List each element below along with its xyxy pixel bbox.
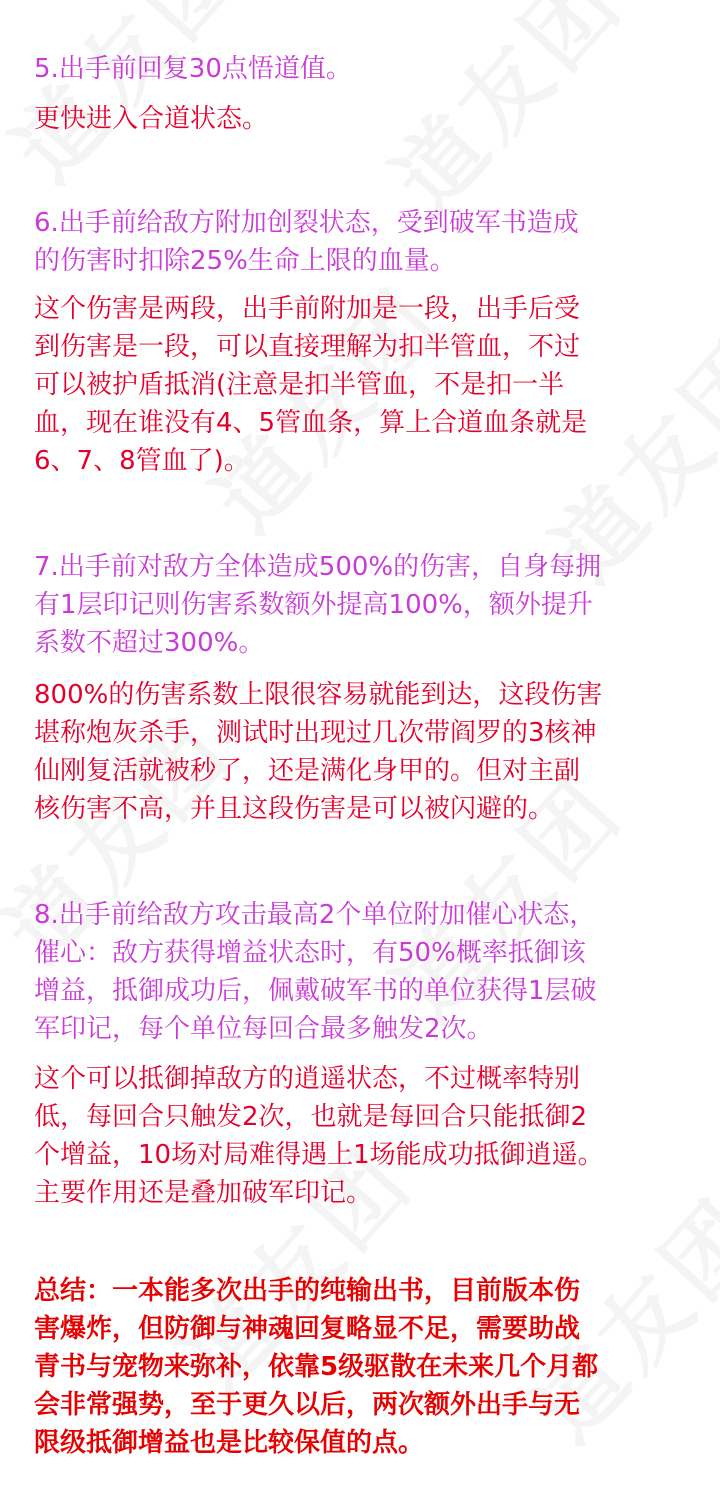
summary-text: 总结：一本能多次出手的纯输出书，目前版本伤 害爆炸，但防御与神魂回复略显不足，需要助战 青书与宠物来弥补，依靠5级驱散在未来几个月都 会非常强势，至于更久以后，两次额外出手与无 限级抵御增益也是比较保值的点。 (34, 1276, 599, 1458)
skill-8-text: 8.出手前给敌方攻击最高2个单位附加催心状态， 催心：敌方获得增益状态时，有50%概率抵御该 增益，抵御成功后，佩戴破军书的单位获得1层破 军印记，每个单位每回合最多触发2次。 (34, 900, 597, 1044)
skill-6-text: 6.出手前给敌方附加创裂状态，受到破军书造成 的伤害时扣除25%生命上限的血量。 (34, 208, 579, 276)
skill-8-note: 这个可以抵御掉敌方的逍遥状态，不过概率特别 低，每回合只触发2次，也就是每回合只能抵御2 个增益，10场对局难得遇上1场能成功抵御逍遥。 主要作用还是叠加破军印记。 (34, 1064, 604, 1208)
skill-5-note: 更快进入合道状态。 (34, 104, 269, 134)
skill-7-note: 800%的伤害系数上限很容易就能到达，这段伤害 堪称炮灰杀手，测试时出现过几次带阎罗的3核神 仙刚复活就被秒了，还是满化身甲的。但对主副 核伤害不高，并且这段伤害是可以被闪避的。 (34, 680, 603, 824)
skill-7-text: 7.出手前对敌方全体造成500%的伤害，自身每拥 有1层印记则伤害系数额外提高100%，额外提升 系数不超过300%。 (34, 552, 602, 658)
skill-6-note: 这个伤害是两段，出手前附加是一段，出手后受 到伤害是一段，可以直接理解为扣半管血，不过 可以被护盾抵消(注意是扣半管血，不是扣一半 血，现在谁没有4、5管血条，算上合道血条就是 6、7、8管血了)。 (34, 294, 588, 476)
skill-5-text: 5.出手前回复30点悟道值。 (34, 54, 352, 84)
